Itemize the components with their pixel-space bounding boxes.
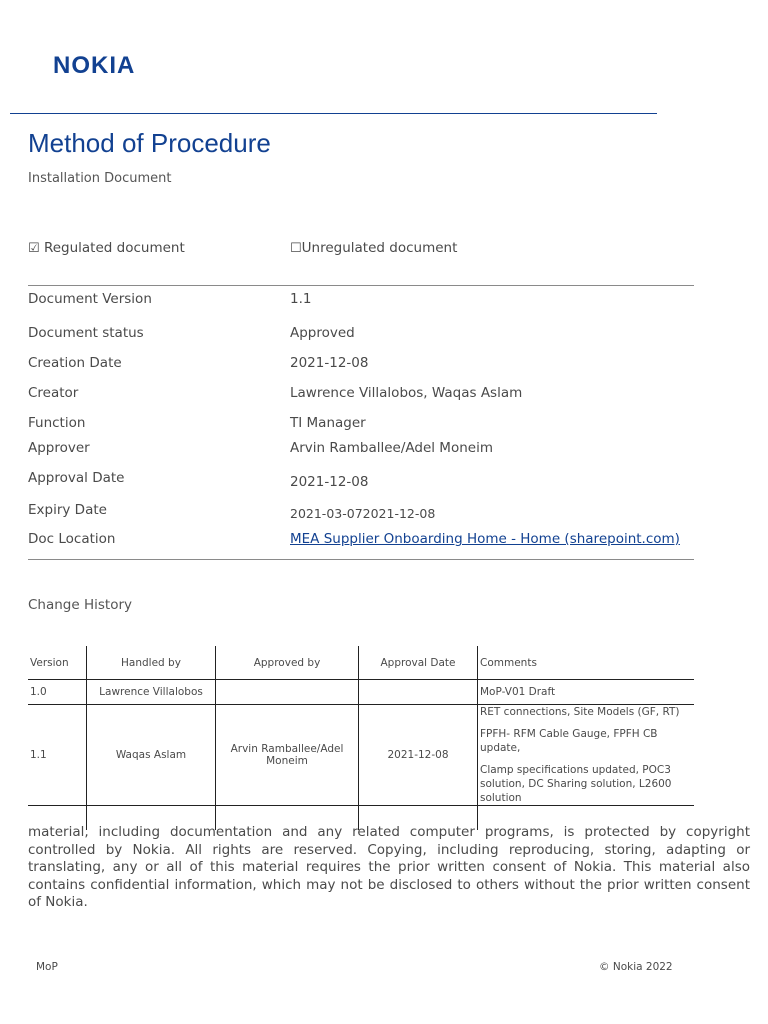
properties-bottom-rule <box>28 559 694 560</box>
table-header-row <box>28 646 694 680</box>
property-label: Creator <box>28 385 79 401</box>
footer-left: MoP <box>36 961 58 973</box>
comments-cell <box>478 680 695 705</box>
comments-cell <box>478 705 695 806</box>
version-cell: 1.0 <box>28 680 87 705</box>
change-history-table <box>28 646 694 830</box>
property-value: TI Manager <box>290 415 366 431</box>
regulated-checkbox[interactable] <box>28 240 185 256</box>
property-label: Document status <box>28 325 144 341</box>
property-label: Creation Date <box>28 355 122 371</box>
handled-by-cell: Waqas Aslam <box>87 705 216 806</box>
unregulated-checkbox[interactable] <box>290 240 457 256</box>
column-header: Comments <box>478 646 695 680</box>
page-subtitle: Installation Document <box>28 171 172 186</box>
approved-by-cell: Arvin Ramballee/Adel Moneim <box>216 705 359 806</box>
comment-line: Clamp specifications updated, POC3 solution, DC Sharing solution, L2600 solution <box>480 764 672 804</box>
footer-copyright: © Nokia 2022 <box>599 961 673 973</box>
property-value: Approved <box>290 325 355 341</box>
property-value: 2021-12-08 <box>290 355 369 371</box>
change-history-heading: Change History <box>28 597 133 613</box>
comment-line: MoP-V01 Draft <box>480 686 556 698</box>
property-value: 2021-12-08 <box>290 474 369 490</box>
table-row <box>28 680 694 705</box>
table-row <box>28 705 694 806</box>
unchecked-box-icon: ☐ <box>290 241 302 256</box>
approved-by-cell <box>216 680 359 705</box>
property-label: Doc Location <box>28 531 116 547</box>
regulated-label: Regulated document <box>43 240 185 256</box>
doc-location-value <box>290 531 680 547</box>
approval-date-cell <box>359 680 478 705</box>
page-title: Method of Procedure <box>28 128 271 158</box>
property-value: 1.1 <box>290 291 312 307</box>
property-label: Approver <box>28 440 90 456</box>
approval-date-cell: 2021-12-08 <box>359 705 478 806</box>
nokia-logo: NOKIA <box>53 52 136 79</box>
property-label: Document Version <box>28 291 152 307</box>
property-label: Function <box>28 415 86 431</box>
properties-top-rule <box>28 285 694 286</box>
property-value: Lawrence Villalobos, Waqas Aslam <box>290 385 523 401</box>
column-header: Approval Date <box>359 646 478 680</box>
column-header: Approved by <box>216 646 359 680</box>
column-header: Version <box>28 646 87 680</box>
unregulated-label: Unregulated document <box>301 240 458 256</box>
handled-by-cell: Lawrence Villalobos <box>87 680 216 705</box>
doc-location-link[interactable]: MEA Supplier Onboarding Home - Home (sharepoint.com) <box>290 531 680 547</box>
comment-line: RET connections, Site Models (GF, RT) <box>480 706 680 718</box>
header-divider <box>10 113 657 114</box>
checked-box-icon: ☑ <box>28 241 40 256</box>
copyright-paragraph: material, including documentation and any related computer programs, is protected by copyright controlled by Nokia. All rights are reserved. Copying, including reproducing, storing, adapting or translating, any or all of this material requires the prior written consent of Nokia. This material also contains confidential information, which may not be disclosed to others without the prior written consent of Nokia. <box>28 824 750 910</box>
comment-line: FPFH- RFM Cable Gauge, FPFH CB update, <box>480 728 658 754</box>
column-header: Handled by <box>87 646 216 680</box>
property-value: 2021-03-072021-12-08 <box>290 506 436 521</box>
property-label: Expiry Date <box>28 502 107 518</box>
property-label: Approval Date <box>28 470 125 486</box>
property-value: Arvin Ramballee/Adel Moneim <box>290 440 493 456</box>
version-cell: 1.1 <box>28 705 87 806</box>
